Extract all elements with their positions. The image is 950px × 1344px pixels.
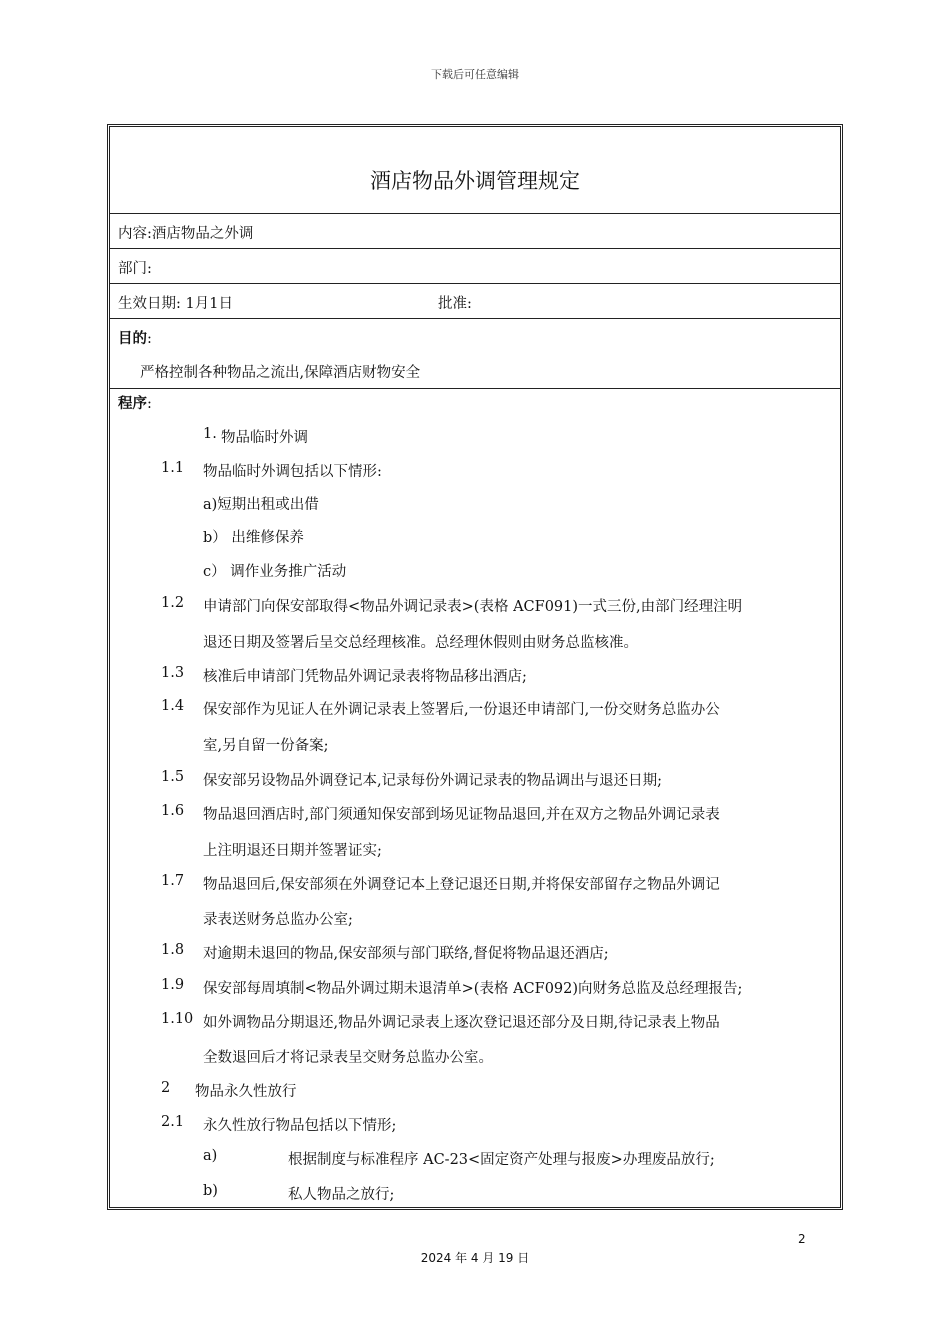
procedure-item-number: 1.9 [161, 977, 185, 993]
procedure-item-text: 如外调物品分期退还,物品外调记录表上逐次登记退还部分及日期,待记录表上物品 [203, 1015, 720, 1031]
procedure-item-text: 私人物品之放行; [288, 1187, 395, 1203]
procedure-item-text: 物品永久性放行 [195, 1084, 297, 1100]
procedure-item-text: 根据制度与标准程序 AC-23<固定资产处理与报废>办理废品放行; [288, 1152, 715, 1168]
purpose-row [110, 319, 840, 389]
procedure-item-text: 物品退回酒店时,部门须通知保安部到场见证物品退回,并在双方之物品外调记录表 [203, 807, 720, 823]
procedure-item-number: a) [203, 1148, 218, 1164]
procedure-heading [118, 392, 152, 413]
procedure-item-number: 1.4 [161, 698, 185, 714]
purpose-heading [118, 327, 152, 348]
procedure-item-text: c） 调作业务推广活动 [203, 564, 347, 580]
procedure-item-number: 1. [203, 426, 217, 442]
department-row [110, 249, 840, 284]
procedure-item-text: 物品临时外调 [221, 430, 308, 446]
procedure-item-text: 保安部另设物品外调登记本,记录每份外调记录表的物品调出与退还日期; [203, 773, 662, 789]
procedure-item-text: b） 出维修保养 [203, 530, 304, 546]
title-row [110, 127, 840, 214]
procedure-item-number: 1.7 [161, 873, 185, 889]
procedure-item-text: 全数退回后才将记录表呈交财务总监办公室。 [203, 1050, 493, 1066]
approve-label: 批准: [438, 296, 472, 312]
procedure-item-number: 1.3 [161, 665, 185, 681]
procedure-item-number: 2.1 [161, 1114, 185, 1130]
procedure-item-number: 1.6 [161, 803, 185, 819]
footer-date: 2024 年 4 月 19 日 [420, 1251, 530, 1265]
procedure-item-text: 物品退回后,保安部须在外调登记本上登记退还日期,并将保安部留存之物品外调记 [203, 877, 720, 893]
procedure-item-number: b) [203, 1183, 218, 1199]
procedure-item-text: 保安部每周填制<物品外调过期未退清单>(表格 ACF092)向财务总监及总经理报告; [203, 981, 743, 997]
content-row [110, 214, 840, 249]
procedure-item-text: 退还日期及签署后呈交总经理核准。总经理休假则由财务总监核准。 [203, 635, 638, 651]
procedure-item-text: 申请部门向保安部取得<物品外调记录表>(表格 ACF091)一式三份,由部门经理注明 [203, 599, 743, 615]
procedure-item-text: 物品临时外调包括以下情形: [203, 464, 382, 480]
procedure-item-text: 永久性放行物品包括以下情形; [203, 1118, 397, 1134]
procedure-item-number: 2 [161, 1080, 171, 1096]
page-number: 2 [798, 1232, 806, 1246]
purpose-colon: : [147, 331, 152, 347]
procedure-item-text: 上注明退还日期并签署证实; [203, 843, 382, 859]
effective-date-label: 生效日期: 1月1日 [118, 296, 233, 312]
procedure-item-text: 录表送财务总监办公室; [203, 912, 353, 928]
document-frame [107, 124, 843, 1210]
procedure-item-text: 对逾期未退回的物品,保安部须与部门联络,督促将物品退还酒店; [203, 946, 609, 962]
effective-date-row [110, 284, 840, 319]
procedure-item-text: a)短期出租或出借 [203, 497, 319, 513]
procedure-label: 程序 [118, 395, 147, 412]
procedure-item-text: 核准后申请部门凭物品外调记录表将物品移出酒店; [203, 669, 527, 685]
department-label: 部门: [118, 261, 152, 277]
content-label: 内容:酒店物品之外调 [118, 226, 254, 242]
procedure-item-number: 1.2 [161, 595, 185, 611]
procedure-item-number: 1.1 [161, 460, 185, 476]
document-title: 酒店物品外调管理规定 [370, 169, 580, 193]
header-note: 下载后可任意编辑 [431, 68, 519, 81]
purpose-text: 严格控制各种物品之流出,保障酒店财物安全 [140, 365, 421, 381]
procedure-item-text: 室,另自留一份备案; [203, 738, 329, 754]
procedure-item-number: 1.10 [161, 1011, 194, 1027]
procedure-item-number: 1.5 [161, 769, 185, 785]
procedure-item-number: 1.8 [161, 942, 185, 958]
procedure-colon: : [147, 396, 152, 412]
procedure-item-text: 保安部作为见证人在外调记录表上签署后,一份退还申请部门,一份交财务总监办公 [203, 702, 720, 718]
purpose-label: 目的 [118, 330, 147, 347]
